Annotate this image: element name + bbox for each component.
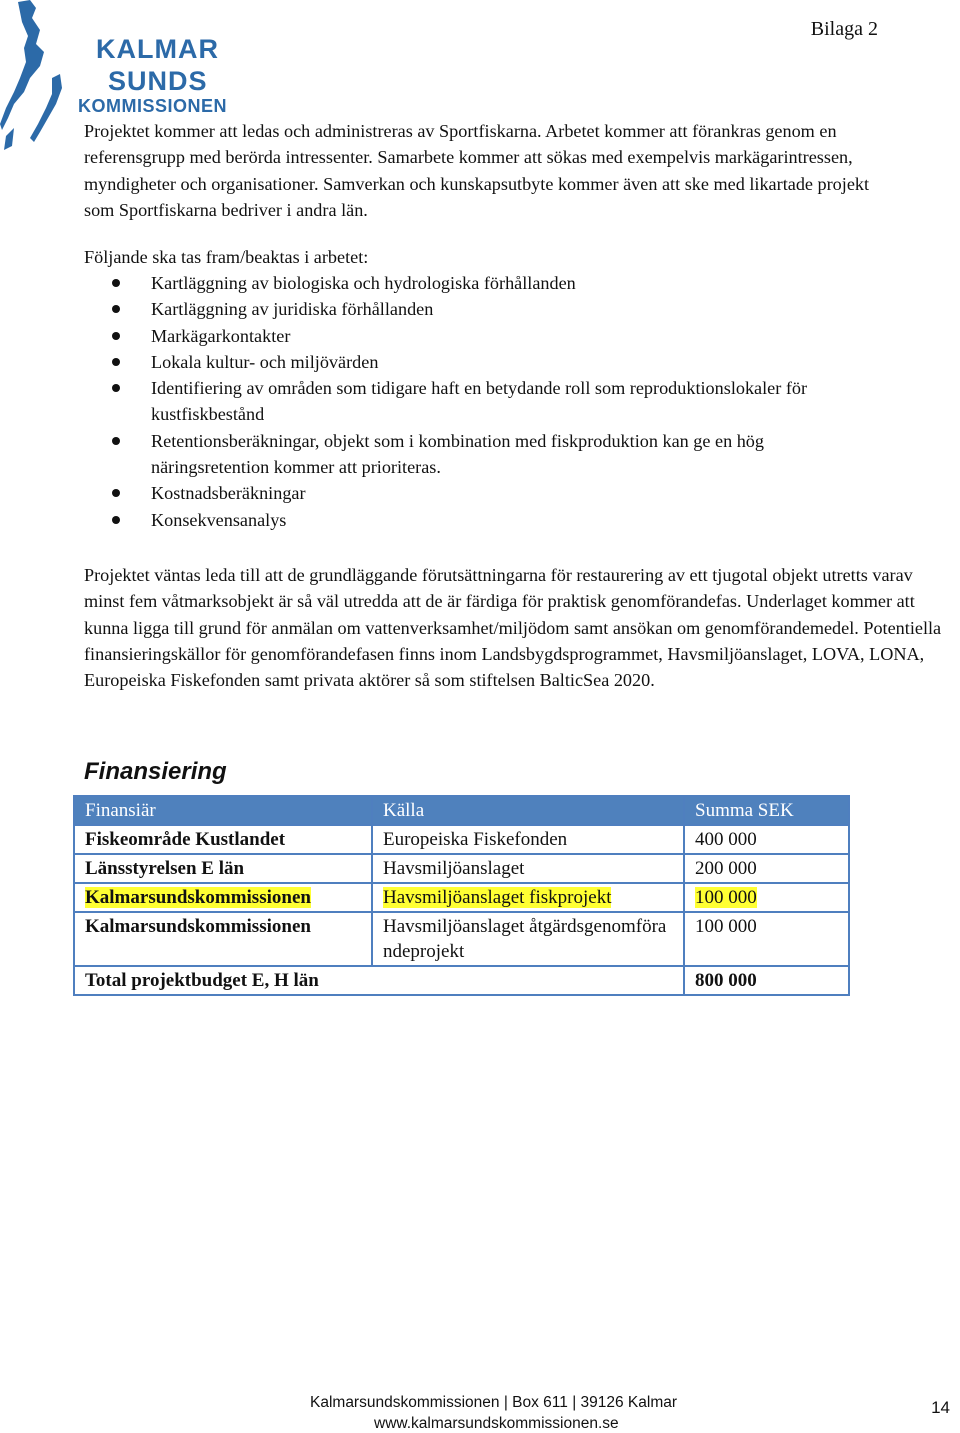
financier-cell: Fiskeområde Kustlandet	[74, 825, 372, 854]
page-number: 14	[931, 1398, 950, 1417]
task-list	[84, 270, 884, 533]
source-cell: Europeiska Fiskefonden	[372, 825, 684, 854]
source-cell: Havsmiljöanslaget fiskprojekt	[372, 883, 684, 912]
logo-text-kommissionen: KOMMISSIONEN	[78, 96, 228, 116]
column-header-amount: Summa SEK	[684, 796, 849, 825]
table-total-row	[74, 966, 849, 995]
bullet-icon	[112, 516, 120, 524]
table-row-highlighted	[74, 883, 849, 912]
table-row	[74, 825, 849, 854]
appendix-label: Bilaga 2	[810, 18, 878, 40]
list-item: Kartläggning av biologiska och hydrologiska förhållanden	[84, 270, 884, 296]
list-item: Kartläggning av juridiska förhållanden	[84, 296, 884, 322]
list-item: Lokala kultur- och miljövärden	[84, 349, 884, 375]
bullet-icon	[112, 332, 120, 340]
financing-heading: Finansiering	[84, 758, 227, 785]
financier-cell: Länsstyrelsen E län	[74, 854, 372, 883]
logo-text-kalmar: KALMAR	[96, 34, 219, 64]
list-item: Identifiering av områden som tidigare haft en betydande roll som reproduktionslokaler för kustfiskbestånd	[84, 375, 884, 428]
list-item: Kostnadsberäkningar	[84, 480, 884, 506]
paragraph-expected-outcome: Projektet väntas leda till att de grundläggande förutsättningarna för restaurering av ett tjugotal objekt utretts varav minst fem våtmarksobjekt är så väl utredda att de är färdiga för praktisk genomförandefas. Underlaget kommer att kunna ligga till grund för anmälan om vattenverksamhet/miljödom samt ansökan om genomförandemedel. Potentiella finansieringskällor för genomförandefasen finns inom Landsbygdsprogrammet, Havsmiljöanslaget, LOVA, LONA, Europeiska Fiskefonden samt privata aktörer så som stiftelsen BalticSea 2020.	[84, 565, 942, 691]
total-amount-cell: 800 000	[684, 966, 849, 995]
column-header-financier: Finansiär	[74, 796, 372, 825]
table-header-row	[74, 796, 849, 825]
footer-address: Kalmarsundskommissionen | Box 611 | 39126 Kalmar	[310, 1394, 678, 1411]
amount-cell: 400 000	[684, 825, 849, 854]
list-item: Markägarkontakter	[84, 323, 884, 349]
financing-table	[73, 795, 850, 996]
bullet-icon	[112, 489, 120, 497]
amount-cell: 100 000	[684, 912, 849, 966]
source-cell: Havsmiljöanslaget åtgärdsgenomförandeprojekt	[372, 912, 684, 966]
list-intro: Följande ska tas fram/beaktas i arbetet:	[84, 247, 369, 267]
list-item: Retentionsberäkningar, objekt som i kombination med fiskproduktion kan ge en hög näringsretention kommer att prioriteras.	[84, 428, 884, 481]
financier-cell: Kalmarsundskommissionen	[74, 883, 372, 912]
amount-cell: 100 000	[684, 883, 849, 912]
column-header-source: Källa	[372, 796, 684, 825]
list-item: Konsekvensanalys	[84, 507, 884, 533]
total-label-cell: Total projektbudget E, H län	[74, 966, 684, 995]
footer-website-link[interactable]: www.kalmarsundskommissionen.se	[374, 1415, 619, 1432]
source-cell: Havsmiljöanslaget	[372, 854, 684, 883]
bullet-icon	[112, 437, 120, 445]
bullet-icon	[112, 279, 120, 287]
amount-cell: 200 000	[684, 854, 849, 883]
logo-text-sunds: SUNDS	[108, 66, 208, 96]
bullet-icon	[112, 384, 120, 392]
table-row	[74, 854, 849, 883]
bullet-icon	[112, 305, 120, 313]
table-row	[74, 912, 849, 966]
bullet-icon	[112, 358, 120, 366]
financier-cell: Kalmarsundskommissionen	[74, 912, 372, 966]
paragraph-organization: Projektet kommer att ledas och administreras av Sportfiskarna. Arbetet kommer att förankras genom en referensgrupp med berörda intressenter. Samarbete kommer att sökas med exempelvis markägarintressen, myndigheter och organisationer. Samverkan och kunskapsutbyte kommer även att ske med likartade projekt som Sportfiskarna bedriver i andra län.	[84, 121, 870, 220]
